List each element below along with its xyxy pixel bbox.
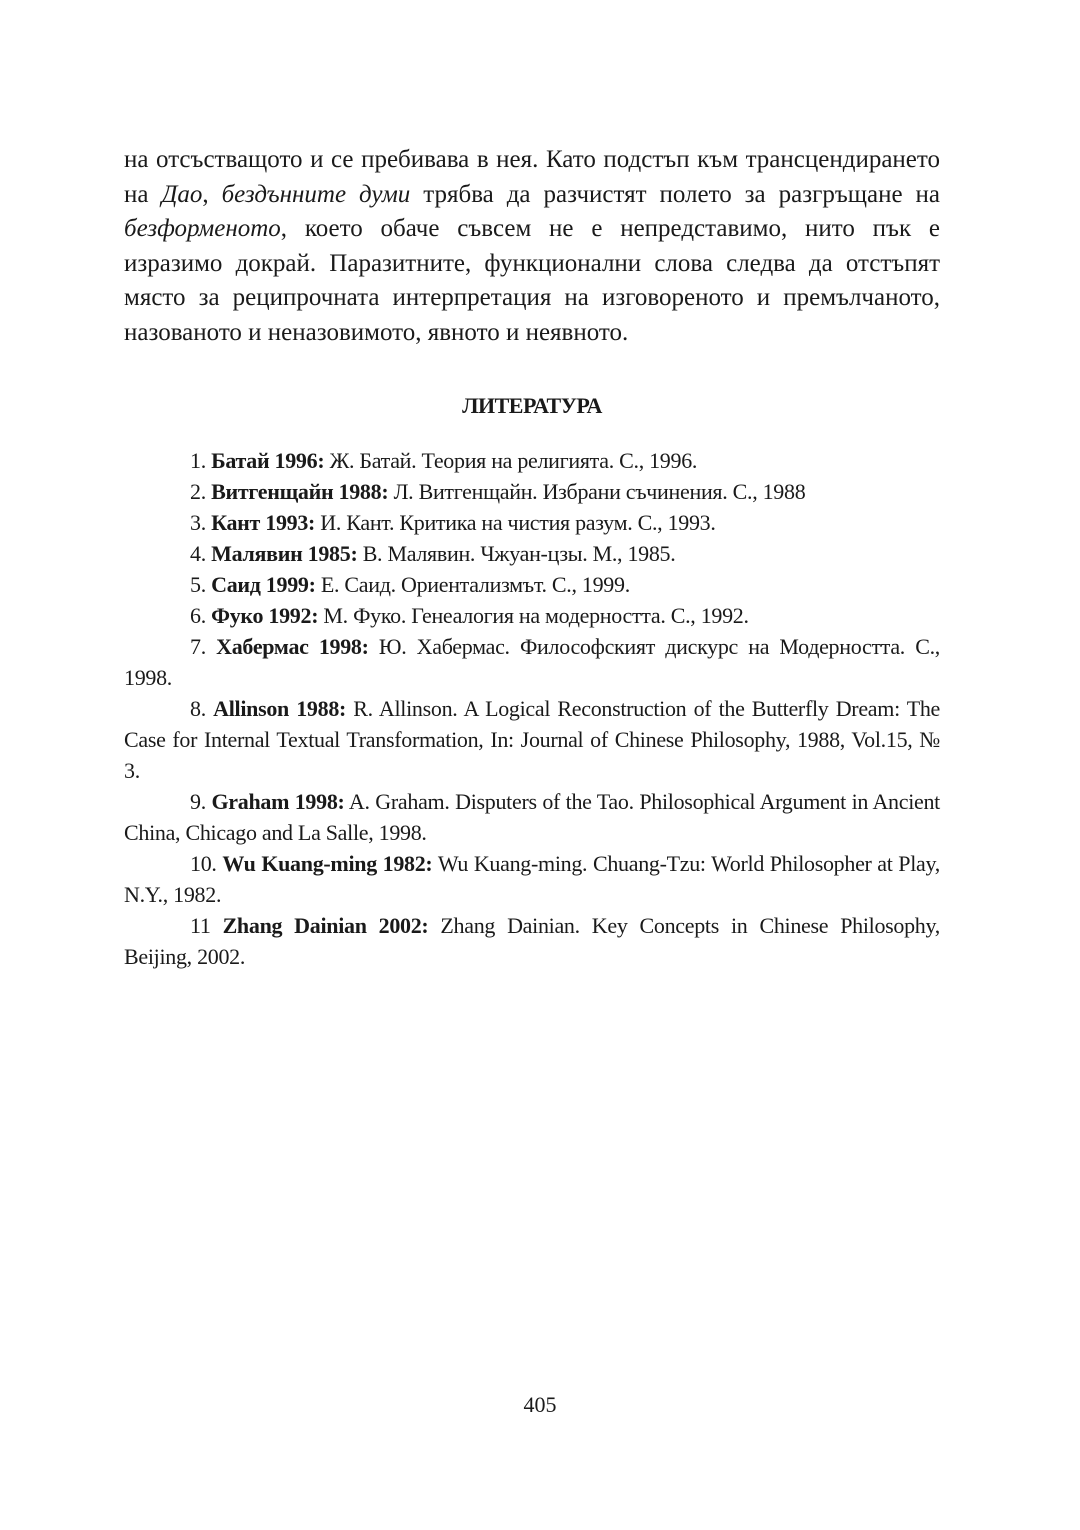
reference-item <box>124 507 940 538</box>
reference-item <box>124 445 940 476</box>
reference-text: A. Graham. Disputers of the Tao. Philosophical Argument in Ancient China, Chicago and La Salle, 1998. <box>124 788 940 845</box>
reference-item <box>124 538 940 569</box>
reference-number: 4. <box>190 540 206 566</box>
reference-key: Wu Kuang-ming 1982: <box>222 850 433 876</box>
paragraph-segment: , което обаче съвсем не е непредставимо, нито пък е изразимо докрай. Паразитните, функционални слова следва да отстъпят място за реципрочната интерпретация на изговореното и премълчаното, назованото и неназовимото, явното и неявното. <box>124 215 940 346</box>
reference-list <box>124 445 940 972</box>
reference-number: 6. <box>190 602 206 628</box>
body-paragraph <box>124 143 940 351</box>
reference-item <box>124 848 940 910</box>
reference-key: Zhang Dainian 2002: <box>222 912 429 938</box>
paragraph-segment-italic: безформеното <box>124 215 281 243</box>
reference-text: Ю. Хабермас. Философският дискурс на Модерността. С., 1998. <box>124 633 941 690</box>
reference-number: 3. <box>190 509 206 535</box>
reference-text: И. Кант. Критика на чистия разум. С., 1993. <box>320 509 716 535</box>
reference-number: 1. <box>190 447 206 473</box>
reference-key: Кант 1993: <box>211 509 316 535</box>
reference-key: Allinson 1988: <box>213 695 347 721</box>
reference-key: Малявин 1985: <box>211 540 358 566</box>
reference-key: Фуко 1992: <box>211 602 319 628</box>
reference-text: Е. Саид. Ориентализмът. С., 1999. <box>320 571 630 597</box>
reference-number: 9. <box>190 788 206 814</box>
reference-item <box>124 631 940 693</box>
reference-item <box>124 910 940 972</box>
reference-text: В. Малявин. Чжуан-цзы. М., 1985. <box>362 540 676 566</box>
reference-text: М. Фуко. Генеалогия на модерността. С., 1992. <box>323 602 749 628</box>
page-body <box>124 143 940 972</box>
references-heading: ЛИТЕРАТУРА <box>462 392 602 418</box>
paragraph-segment-italic: бездънните думи <box>221 180 411 208</box>
reference-item <box>124 476 940 507</box>
reference-key: Саид 1999: <box>211 571 316 597</box>
reference-text: Wu Kuang-ming. Chuang-Tzu: World Philosopher at Play, N.Y., 1982. <box>124 850 940 907</box>
reference-item <box>124 693 940 786</box>
reference-number: 11 <box>190 912 211 938</box>
reference-number: 2. <box>190 478 206 504</box>
reference-number: 7. <box>190 633 206 659</box>
reference-text: Ж. Батай. Теория на религията. С., 1996. <box>329 447 698 473</box>
reference-text: Л. Витгенщайн. Избрани съчинения. С., 1988 <box>393 478 806 504</box>
paragraph-segment: , <box>202 180 222 208</box>
reference-item <box>124 569 940 600</box>
reference-text: R. Allinson. A Logical Reconstruction of the Butterfly Dream: The Case for Internal Textual Transformation, In: Journal of Chinese Philosophy, 1988, Vol.15, № 3. <box>124 695 941 783</box>
reference-text: Zhang Dainian. Key Concepts in Chinese Philosophy, Beijing, 2002. <box>124 912 940 969</box>
reference-number: 10. <box>190 850 217 876</box>
reference-item <box>124 600 940 631</box>
page-number: 405 <box>523 1392 557 1417</box>
reference-key: Батай 1996: <box>211 447 325 473</box>
paragraph-segment-italic: Дао <box>161 180 203 208</box>
reference-number: 5. <box>190 571 206 597</box>
reference-item <box>124 786 940 848</box>
reference-key: Graham 1998: <box>211 788 345 814</box>
reference-number: 8. <box>190 695 206 721</box>
reference-key: Хабермас 1998: <box>216 633 369 659</box>
reference-key: Витгенщайн 1988: <box>211 478 389 504</box>
paragraph-segment: на отсъстващото и се пребивава в нея. Като подстъп към трансцендирането на <box>124 146 940 208</box>
paragraph-segment: трябва да разчистят полето за разгръщане на <box>410 180 940 208</box>
